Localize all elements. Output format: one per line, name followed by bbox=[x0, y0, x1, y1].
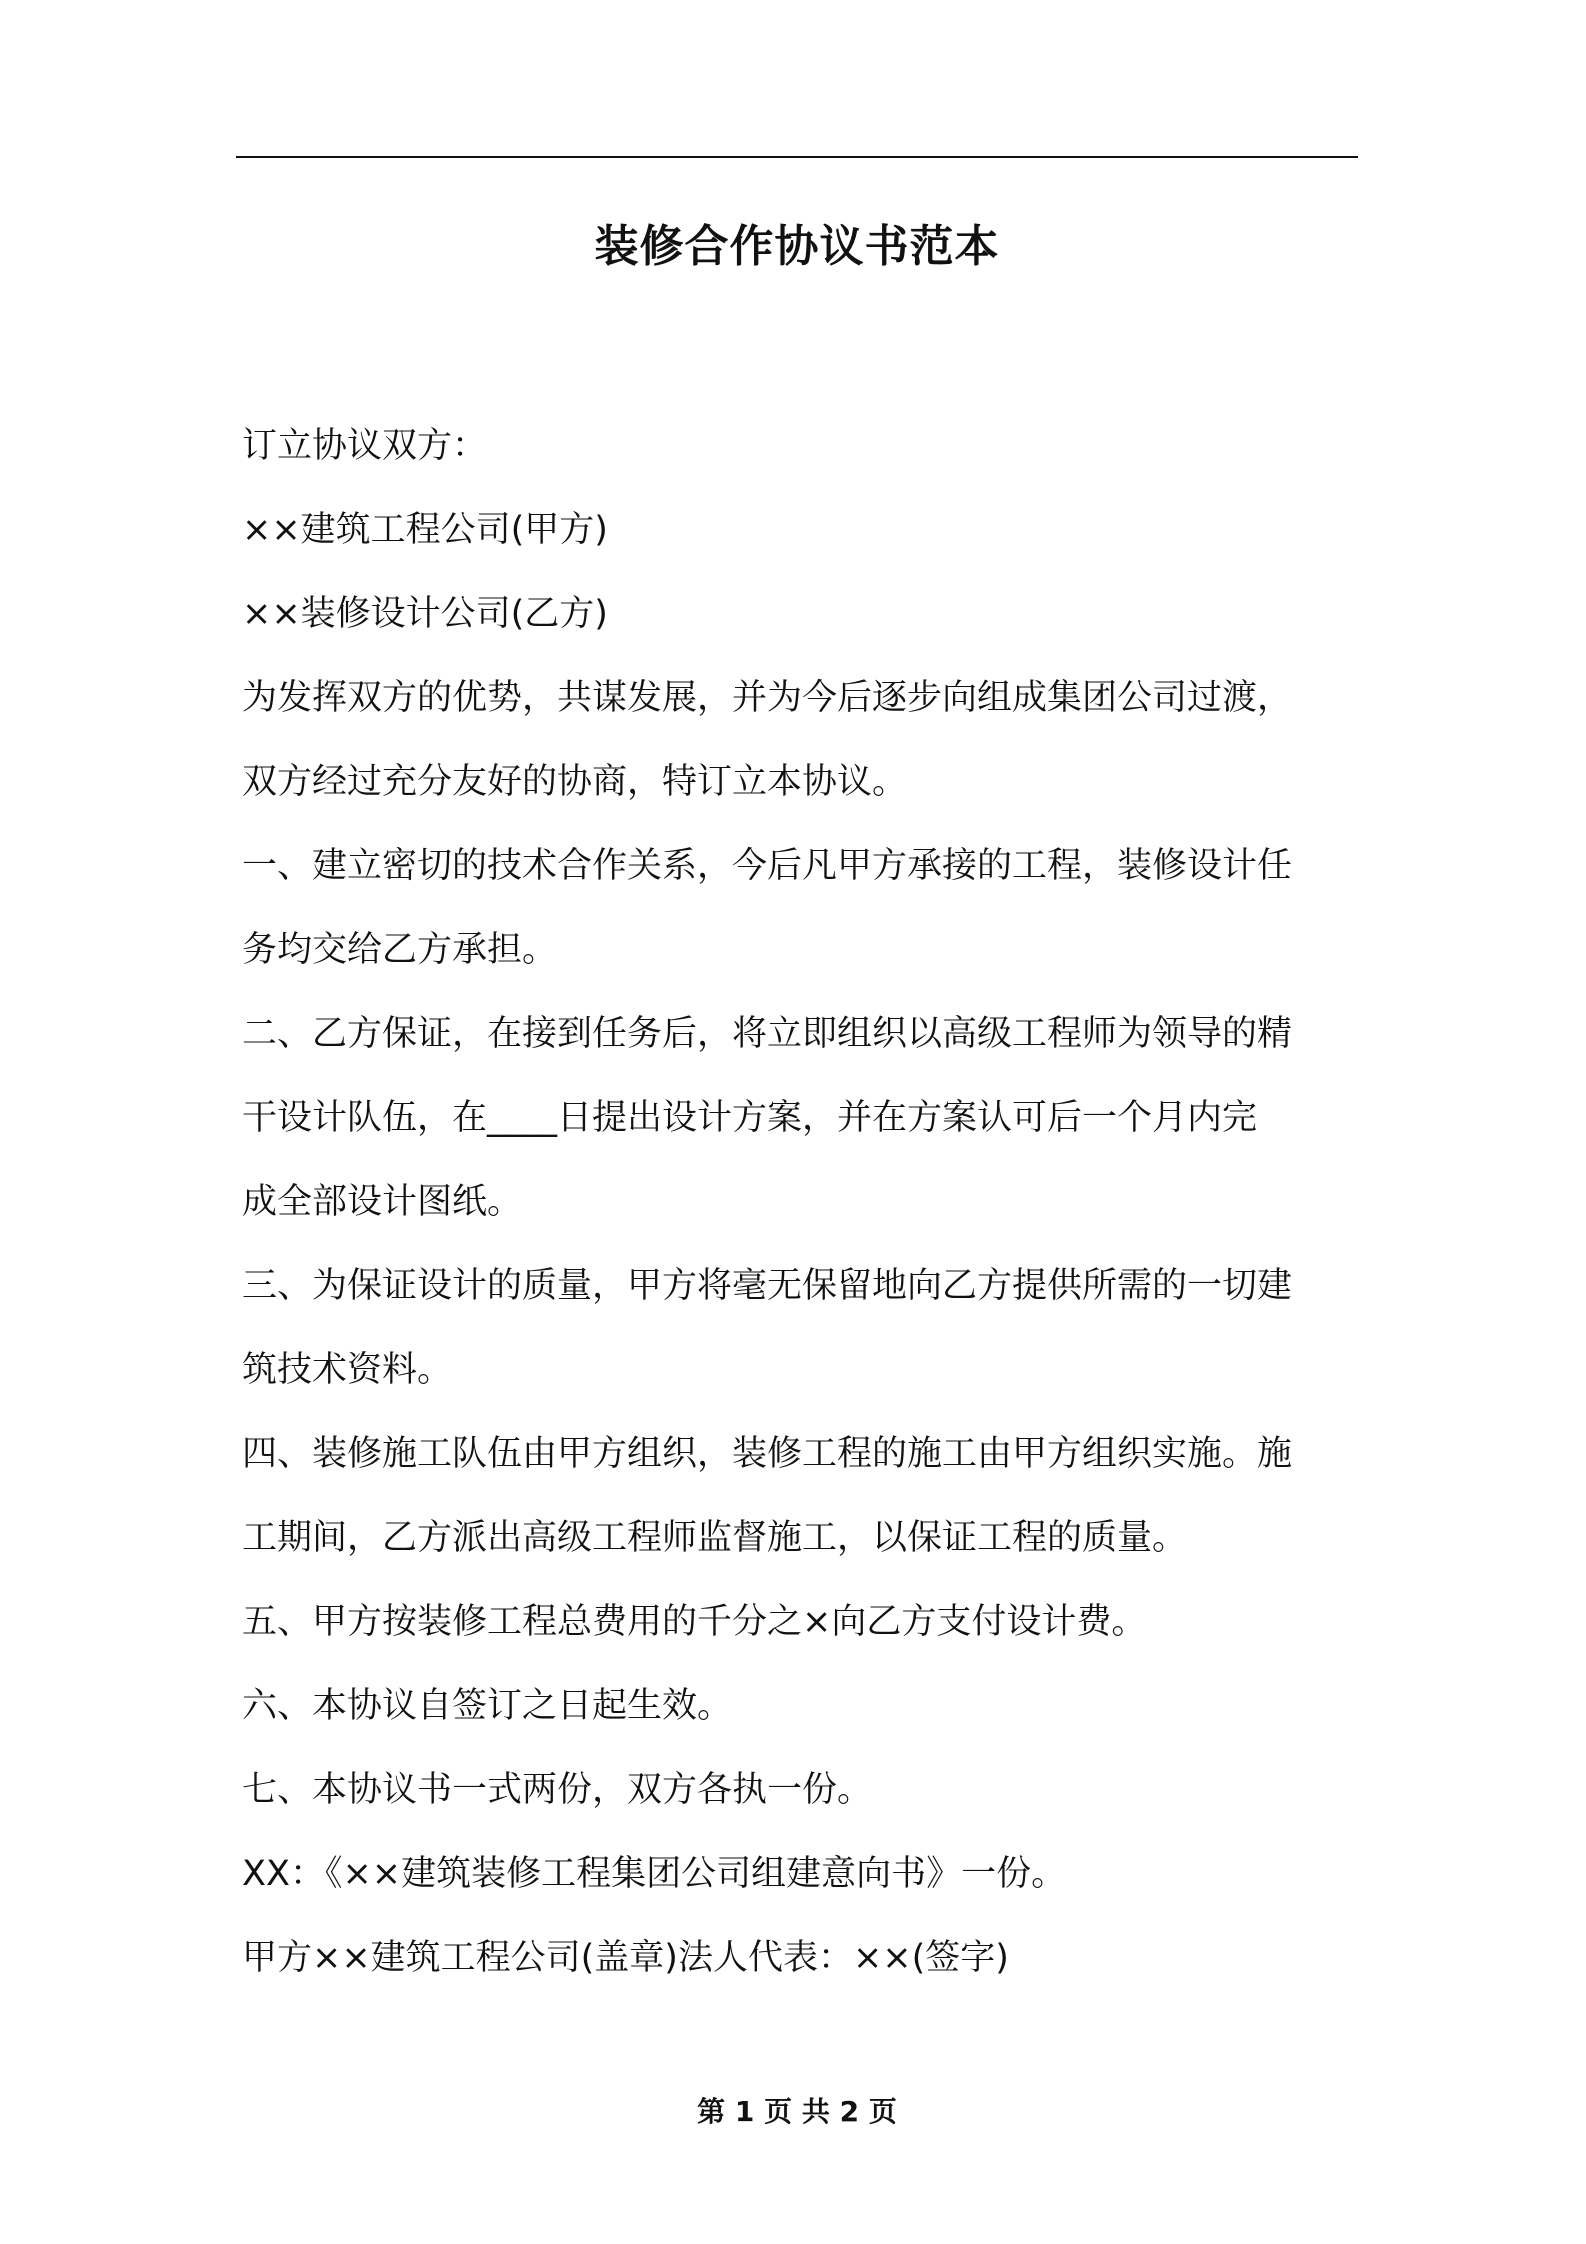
document-title: 装修合作协议书范本 bbox=[594, 221, 1000, 272]
body-line: ××装修设计公司(乙方) bbox=[242, 594, 608, 634]
header-rule bbox=[236, 156, 1358, 158]
body-line: 工期间，乙方派出高级工程师监督施工，以保证工程的质量。 bbox=[242, 1518, 1188, 1558]
body-line: 成全部设计图纸。 bbox=[242, 1182, 523, 1222]
body-line: 甲方××建筑工程公司(盖章)法人代表：××(签字) bbox=[242, 1938, 1009, 1978]
body-line: 七、本协议书一式两份，双方各执一份。 bbox=[242, 1770, 873, 1810]
body-line: ××建筑工程公司(甲方) bbox=[242, 510, 608, 550]
body-line: 五、甲方按装修工程总费用的千分之×向乙方支付设计费。 bbox=[242, 1602, 1147, 1642]
body-line: 四、装修施工队伍由甲方组织，装修工程的施工由甲方组织实施。施 bbox=[242, 1434, 1293, 1474]
body-line: 为发挥双方的优势，共谋发展，并为今后逐步向组成集团公司过渡， bbox=[242, 678, 1293, 718]
body-line: 三、为保证设计的质量，甲方将毫无保留地向乙方提供所需的一切建 bbox=[242, 1266, 1293, 1306]
body-line: 务均交给乙方承担。 bbox=[242, 930, 558, 970]
body-line: XX：《××建筑装修工程集团公司组建意向书》一份。 bbox=[242, 1854, 1067, 1894]
body-line: 干设计队伍，在____日提出设计方案，并在方案认可后一个月内完 bbox=[242, 1098, 1258, 1138]
body-line: 六、本协议自签订之日起生效。 bbox=[242, 1686, 733, 1726]
page-number-label: 第 1 页 共 2 页 bbox=[697, 2095, 897, 2128]
document-body bbox=[242, 404, 1358, 2000]
body-line: 二、乙方保证，在接到任务后，将立即组织以高级工程师为领导的精 bbox=[242, 1014, 1293, 1054]
page-footer bbox=[236, 2090, 1358, 2134]
body-line: 筑技术资料。 bbox=[242, 1350, 453, 1390]
body-line: 订立协议双方： bbox=[242, 426, 488, 466]
body-line: 双方经过充分友好的协商，特订立本协议。 bbox=[242, 762, 908, 802]
body-line: 一、建立密切的技术合作关系，今后凡甲方承接的工程，装修设计任 bbox=[242, 846, 1293, 886]
